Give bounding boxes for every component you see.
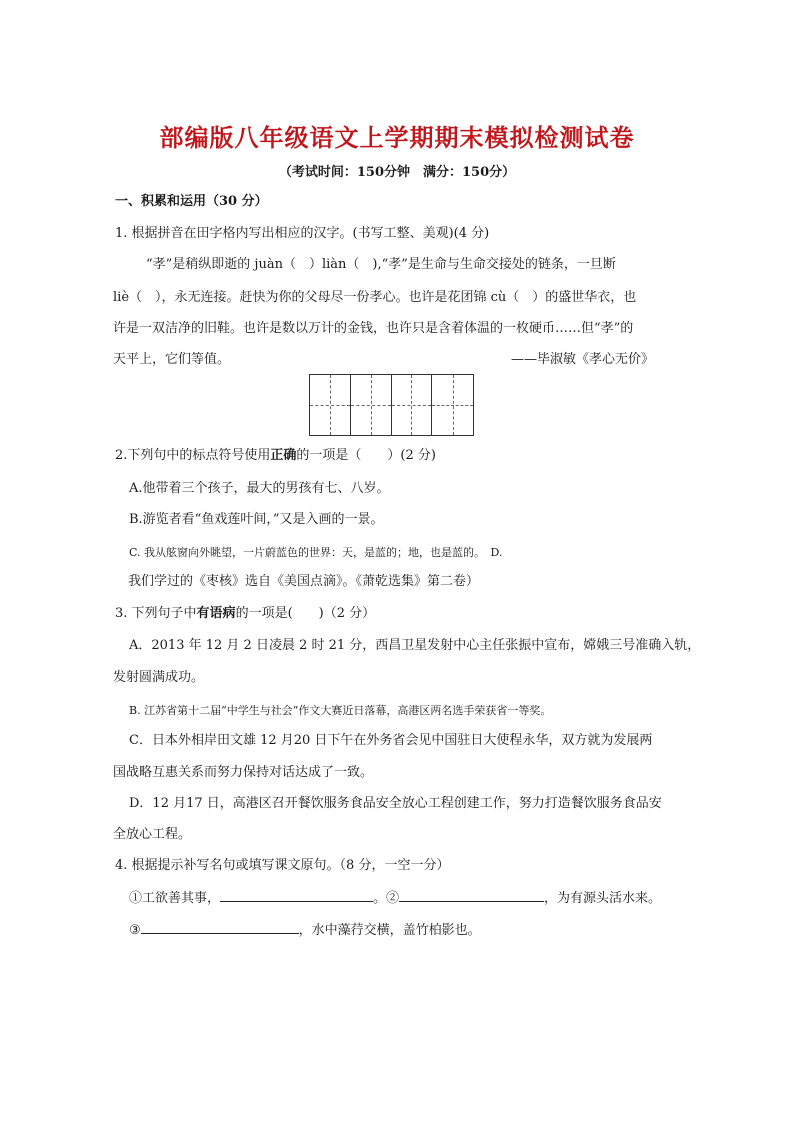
q3-option-a-cont: 发射圆满成功。	[113, 670, 205, 685]
q4-prompt: ，水中藻荇交横，盖竹柏影也。	[298, 923, 481, 938]
q3-option-c: C．日本外相岸田文雄 12 月20 日下午在外务省会见中国驻日大使程永华，双方就为发展两	[129, 733, 653, 748]
q3-option-a: A．2013 年 12 月 2 日凌晨 2 时 21 分，西昌卫星发射中心主任张振中宣布，嫦娥三号准确入轨，	[129, 638, 701, 653]
q2-stem-text: 2.下列句中的标点符号使用	[115, 448, 271, 463]
q3-option-d-cont: 全放心工程。	[113, 827, 192, 842]
q1-paragraph-line: liè（ ），永无连接。赶快为你的父母尽一份孝心。也许是花团锦 cù（ ）的盛世华衣，也	[113, 290, 637, 305]
answer-blank[interactable]	[399, 889, 544, 902]
q3-stem-text: 3. 下列句子中	[115, 606, 197, 621]
tianzige-cell[interactable]	[310, 375, 351, 435]
q3-option-b: B. 江苏省第十二届“中学生与社会”作文大赛近日落幕，高港区两名选手荣获省一等奖。	[129, 704, 552, 717]
answer-blank[interactable]	[141, 921, 299, 934]
q2-stem-emphasis: 正确	[270, 448, 297, 463]
q4-prompt: 。②	[373, 891, 400, 906]
tianzige-grid[interactable]	[309, 374, 474, 436]
tianzige-cell[interactable]	[392, 375, 433, 435]
q3-stem-text: 的一项是( )（2 分）	[235, 606, 376, 621]
exam-subtitle: （考试时间：150分钟 满分：150分）	[278, 165, 516, 180]
q1-paragraph-line: 许是一双洁净的旧鞋。也许是数以万计的金钱，也许只是含着体温的一枚硬币……但“孝”的	[113, 321, 634, 336]
q3-stem	[115, 605, 375, 623]
q1-source: ——毕淑敏《孝心无价》	[511, 352, 655, 367]
q2-option-c: C. 我从舷窗向外眺望，一片蔚蓝色的世界：天，是蓝的；地，也是蓝的。 D.	[129, 546, 503, 559]
q3-stem-emphasis: 有语病	[196, 606, 236, 621]
q1-paragraph-line: 天平上，它们等值。	[113, 352, 231, 367]
q2-stem	[115, 447, 436, 465]
q4-line-2	[129, 921, 481, 940]
q4-prompt: ①工欲善其事，	[129, 891, 221, 906]
q4-prompt: ，为有源头活水来。	[544, 891, 662, 906]
q1-stem: 1. 根据拼音在田字格内写出相应的汉字。(书写工整、美观)(4 分)	[115, 226, 490, 241]
q4-stem: 4. 根据提示补写名句或填写课文原句。（8 分，一空一分）	[115, 858, 450, 873]
q2-option-b: B.游览者看“鱼戏莲叶间，”又是入画的一景。	[129, 512, 384, 527]
tianzige-cell[interactable]	[432, 375, 473, 435]
tianzige-cell[interactable]	[351, 375, 392, 435]
section-heading: 一、积累和运用（30 分）	[115, 194, 268, 209]
q3-option-d: D．12 月17 日，高港区召开餐饮服务食品安全放心工程创建工作，努力打造餐饮服务食品安	[129, 796, 662, 811]
exam-title: 部编版八年级语文上学期期末模拟检测试卷	[159, 123, 635, 152]
q2-option-d: 我们学过的《枣核》选自《美国点滴》。《萧乾选集》第二卷）	[128, 574, 480, 589]
q4-line-1	[129, 889, 661, 908]
q4-prompt: ③	[129, 923, 141, 938]
q3-option-c-cont: 国战略互惠关系而努力保持对话达成了一致。	[113, 765, 374, 780]
q2-option-a: A.他带着三个孩子，最大的男孩有七、八岁。	[129, 481, 390, 496]
q2-stem-text: 的一项是（ ）(2 分)	[296, 448, 436, 463]
answer-blank[interactable]	[220, 889, 373, 902]
q1-paragraph-line: “孝”是稍纵即逝的 juàn（ ）liàn（ ),“孝”是生命与生命交接处的链条，一旦断	[146, 257, 616, 272]
